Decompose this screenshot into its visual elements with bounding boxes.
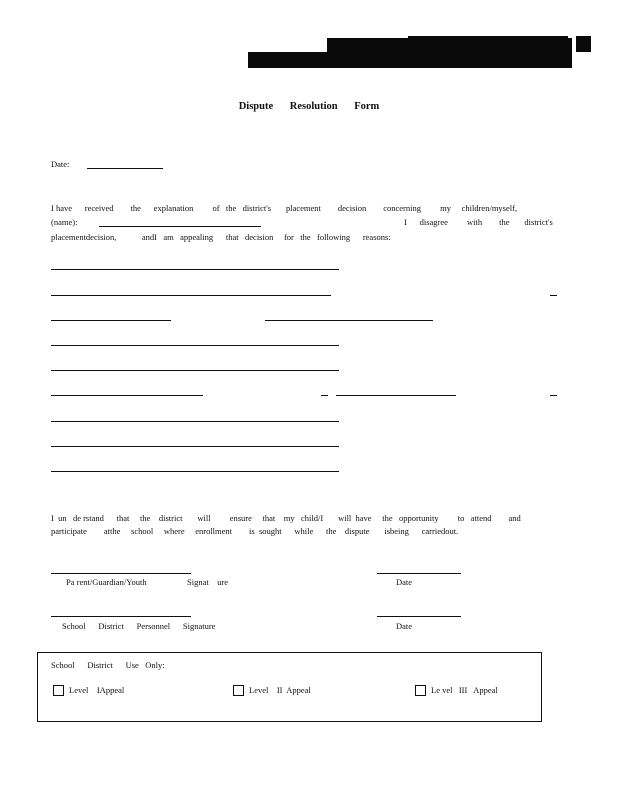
para2-line2: participate atthe school where enrollment is sought while the dispute isbeing carriedout. <box>51 526 459 536</box>
level3-checkbox[interactable] <box>415 685 426 696</box>
date1-label: Date <box>396 577 413 587</box>
parent-signature-line[interactable] <box>51 573 191 574</box>
reason-line[interactable] <box>51 370 339 371</box>
office-use-title: School District Use Only: <box>51 660 165 670</box>
level2-checkbox[interactable] <box>233 685 244 696</box>
level1-checkbox[interactable] <box>53 685 64 696</box>
reason-line[interactable] <box>336 395 456 396</box>
personnel-signature-line[interactable] <box>51 616 191 617</box>
parent-label: Pa rent/Guardian/Youth <box>66 577 147 587</box>
reason-line[interactable] <box>51 421 339 422</box>
date2-line[interactable] <box>377 616 461 617</box>
date-label: Date: <box>51 159 70 169</box>
para1-line1: I have received the explanation of the district's placement decision concerning my children/myself, <box>51 203 518 213</box>
reason-line-tail <box>321 395 328 396</box>
reason-line-tail <box>550 395 557 396</box>
para1-line3: placementdecision, andI am appealing that decision for the following reasons: <box>51 232 391 242</box>
para2-line1: I un de rstand that the district will ensure that my child/I will have the opportunity to attend and <box>51 513 521 523</box>
date1-line[interactable] <box>377 573 461 574</box>
signature-label: Signat ure <box>187 577 229 587</box>
redacted-header-square <box>576 36 591 52</box>
reason-line[interactable] <box>51 471 339 472</box>
date-line[interactable] <box>87 168 163 169</box>
name-label: (name): <box>51 217 78 227</box>
para1-line2-right: I disagree with the district's <box>404 217 553 227</box>
form-title: Dispute Resolution Form <box>238 101 380 112</box>
level1-label: Level IAppeal <box>69 685 125 695</box>
level2-label: Level II Appeal <box>249 685 311 695</box>
redacted-header-block <box>408 36 568 42</box>
reason-line[interactable] <box>51 269 339 270</box>
date2-label: Date <box>396 621 413 631</box>
reason-line[interactable] <box>51 320 171 321</box>
reason-line[interactable] <box>51 295 331 296</box>
personnel-label: School District Personnel Signature <box>62 621 216 631</box>
reason-line[interactable] <box>51 345 339 346</box>
reason-line-tail <box>550 295 557 296</box>
reason-line[interactable] <box>51 395 203 396</box>
reason-line[interactable] <box>265 320 433 321</box>
name-line[interactable] <box>99 226 261 227</box>
level3-label: Le vel III Appeal <box>431 685 498 695</box>
reason-line[interactable] <box>51 446 339 447</box>
